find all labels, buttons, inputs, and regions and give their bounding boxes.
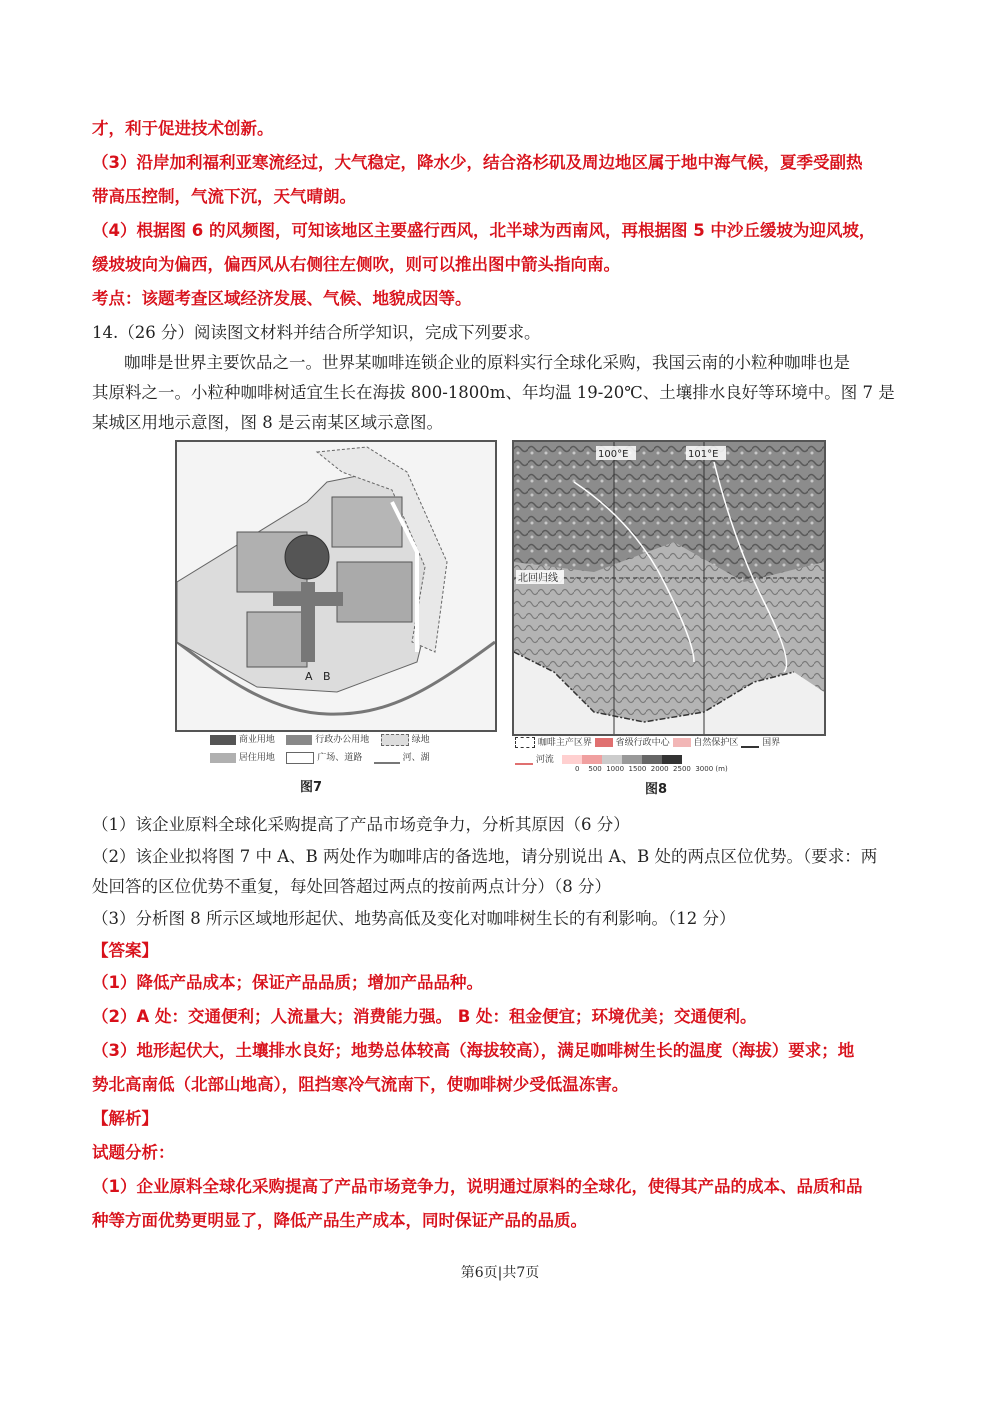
fig7-legend bbox=[210, 732, 430, 746]
answer-line-3: 带高压控制，气流下沉，天气晴朗。 bbox=[92, 187, 356, 206]
fig8-legend-2 bbox=[515, 752, 682, 765]
figure-7-land-use-map bbox=[175, 440, 497, 732]
fig8-legend bbox=[515, 735, 780, 748]
legend-provincial-center: 省级行政中心 bbox=[615, 738, 670, 748]
marker-b: B bbox=[323, 670, 331, 683]
analysis-subheading: 试题分析： bbox=[92, 1143, 175, 1162]
answer-line-5: 缓坡坡向为偏西，偏西风从右侧往左侧吹，则可以推出图中箭头指向南。 bbox=[92, 255, 620, 274]
legend-border: 国界 bbox=[762, 738, 781, 748]
scale-500: 500 bbox=[588, 765, 602, 773]
material-line-2: 其原料之一。小粒种咖啡树适宜生长在海拔 800-1800m、年均温 19-20℃、土壤排水良好等环境中。图 7 是 bbox=[92, 383, 895, 402]
sub-question-2a: （2）该企业拟将图 7 中 A、B 两处作为咖啡店的备选地，请分别说出 A、B 处的两点区位优势。（要求：两 bbox=[92, 847, 878, 866]
scale-2500: 2500 bbox=[673, 765, 691, 773]
answer-line-1: 才，利于促进技术创新。 bbox=[92, 119, 274, 138]
legend-river-lake: 河、湖 bbox=[402, 753, 430, 763]
legend-green: 绿地 bbox=[411, 735, 430, 745]
answer-3a: （3）地形起伏大，土壤排水良好；地势总体较高（海拔较高），满足咖啡树生长的温度（海拔）要求；地 bbox=[92, 1041, 855, 1060]
answer-3b: 势北高南低（北部山地高），阻挡寒冷气流南下，使咖啡树少受低温冻害。 bbox=[92, 1075, 629, 1094]
analysis-1a: （1）企业原料全球化采购提高了产品市场竞争力，说明通过原料的全球化，使得其产品的成本、品质和品 bbox=[92, 1177, 863, 1196]
figure-8-caption: 图8 bbox=[645, 782, 668, 797]
analysis-1b: 种等方面优势更明显了，降低产品生产成本，同时保证产品的品质。 bbox=[92, 1211, 587, 1230]
legend-river: 河流 bbox=[535, 755, 554, 765]
longitude-101: 101°E bbox=[688, 449, 719, 460]
analysis-heading: 【解析】 bbox=[92, 1109, 158, 1128]
legend-admin: 行政办公用地 bbox=[315, 735, 370, 745]
sub-question-3: （3）分析图 8 所示区域地形起伏、地势高低及变化对咖啡树生长的有利影响。（12 分） bbox=[92, 909, 736, 928]
scale-3000: 3000 bbox=[695, 765, 714, 773]
fig7-legend-2 bbox=[210, 750, 430, 764]
tropic-of-cancer-label: 北回归线 bbox=[518, 573, 558, 584]
legend-square-road: 广场、道路 bbox=[317, 753, 363, 763]
legend-nature-reserve: 自然保护区 bbox=[693, 738, 739, 748]
answer-line-4: （4）根据图 6 的风频图，可知该地区主要盛行西风，北半球为西南风，再根据图 5 中沙丘缓坡为迎风坡， bbox=[92, 221, 876, 240]
yunnan-map-svg bbox=[514, 442, 824, 734]
fig8-elevation-scale bbox=[575, 765, 728, 773]
marker-a: A bbox=[305, 670, 313, 683]
answer-1: （1）降低产品成本；保证产品品质；增加产品品种。 bbox=[92, 973, 483, 992]
answer-heading: 【答案】 bbox=[92, 941, 158, 960]
scale-0: 0 bbox=[575, 765, 580, 773]
sub-question-2b: 处回答的区位优势不重复，每处回答超过两点的按前两点计分）（8 分） bbox=[92, 877, 611, 896]
legend-commercial: 商业用地 bbox=[238, 735, 275, 745]
legend-residential: 居住用地 bbox=[238, 753, 275, 763]
figure-8-yunnan-map bbox=[512, 440, 826, 736]
question-14-title: 14.（26 分）阅读图文材料并结合所学知识，完成下列要求。 bbox=[92, 323, 541, 342]
material-line-1: 咖啡是世界主要饮品之一。世界某咖啡连锁企业的原料实行全球化采购，我国云南的小粒种咖啡也是 bbox=[124, 353, 850, 372]
legend-coffee-area: 咖啡主产区界 bbox=[537, 738, 592, 748]
sub-question-1: （1）该企业原料全球化采购提高了产品市场竞争力，分析其原因（6 分） bbox=[92, 815, 630, 834]
answer-2: （2）A 处：交通便利；人流量大；消费能力强。 B 处：租金便宜；环境优美；交通便利。 bbox=[92, 1007, 757, 1026]
page-footer: 第6页|共7页 bbox=[460, 1265, 540, 1281]
scale-2000: 2000 bbox=[650, 765, 669, 773]
material-line-3: 某城区用地示意图，图 8 是云南某区域示意图。 bbox=[92, 413, 443, 432]
scale-1000: 1000 bbox=[606, 765, 625, 773]
figure-7-caption: 图7 bbox=[300, 780, 323, 795]
land-use-map-svg bbox=[177, 442, 495, 730]
exam-point: 考点：该题考查区域经济发展、气候、地貌成因等。 bbox=[92, 289, 472, 308]
longitude-100: 100°E bbox=[598, 449, 629, 460]
scale-unit: (m) bbox=[715, 765, 728, 773]
answer-line-2: （3）沿岸加利福利亚寒流经过，大气稳定，降水少，结合洛杉矶及周边地区属于地中海气候，夏季受副热 bbox=[92, 153, 863, 172]
scale-1500: 1500 bbox=[628, 765, 647, 773]
